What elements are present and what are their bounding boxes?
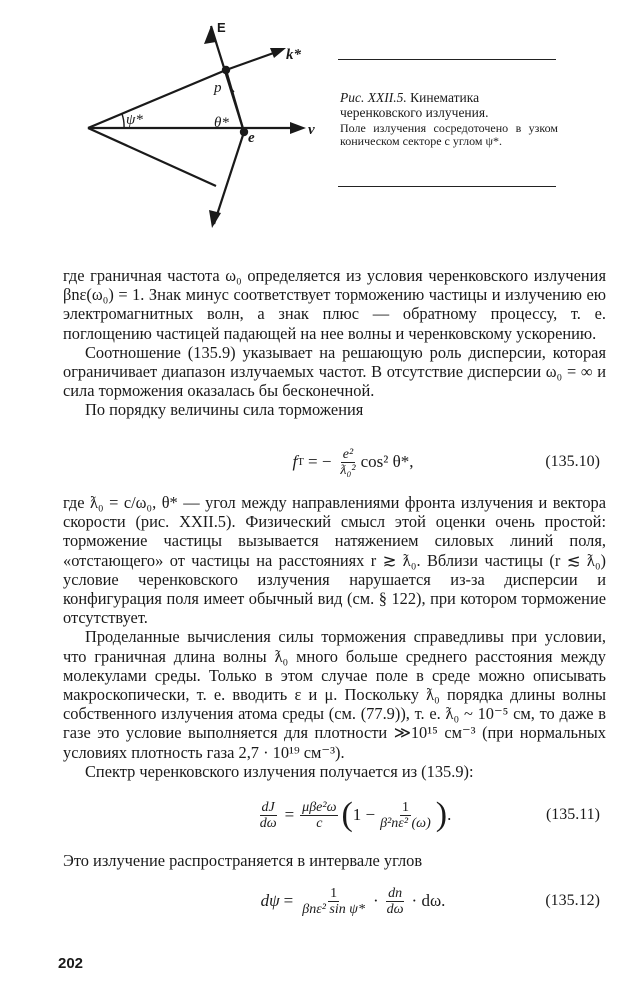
paragraph-5: Проделанные вычисления силы торможения справедливы при условии, что граничная длина волны ƛ₀ много больше среднего расстояния между молекулами среды. Только в этом случае поле в среде можно описывать макроскопически, т. е. вводить ε и μ. Поскольку ƛ₀ порядка длины волны собственного излучения атома среды (см. (77.9)), т. е. ƛ₀ ~ 10⁻⁵ см, то даже в газе это условие выполняется для плотности ≫10¹⁵ см⁻³ (при нормальных условиях плотность газа 2,7 · 10¹⁹ см⁻³). — [63, 627, 606, 762]
kinematics-diagram — [80, 14, 340, 246]
eq10-fraction — [338, 447, 357, 478]
label-E: E — [217, 20, 226, 35]
line-lower — [88, 128, 216, 186]
text-block-2 — [63, 493, 606, 781]
eq11-fraction — [300, 800, 338, 831]
eq10-lhs-sub: T — [297, 456, 304, 468]
eq12-dn-dw — [385, 886, 406, 917]
eq11-lhs-den: dω — [259, 815, 277, 831]
paragraph-7: Это излучение распространяется в интервале углов — [63, 851, 423, 870]
eq12-number: (135.12) — [545, 892, 600, 909]
paragraph-6: Спектр черенковского излучения получается из (135.9): — [85, 761, 474, 781]
eq12-fraction — [300, 886, 367, 917]
eq12-eq: = — [283, 891, 294, 910]
caption-rule-bottom — [338, 186, 556, 187]
eq10-lhs: f — [292, 452, 298, 471]
lower-arrow — [214, 132, 244, 224]
caption-title-text: Кинематика черенковского излучения. — [340, 90, 489, 120]
eq12-dw: dω — [386, 901, 404, 917]
eq11-inner-fraction — [378, 800, 433, 831]
equation-135-11 — [63, 790, 606, 840]
figure-caption-body: Поле излучения сосредоточено в узком коническом секторе с углом ψ*. — [340, 121, 558, 148]
eq12-lhs: dψ — [260, 891, 280, 910]
lower-arrowhead — [209, 210, 221, 228]
paragraph-2: Соотношение (135.9) указывает на решающую роль дисперсии, которая ограничивает диапазон излучаемых частот. В отсутствие дисперсии ω₀ = ∞ и сила торможения оказалась бы бесконечной. — [63, 342, 606, 401]
caption-rule-top — [338, 59, 556, 60]
eq12-dn: dn — [388, 885, 403, 901]
text-block-3 — [63, 851, 606, 870]
label-p: p — [214, 80, 222, 96]
paragraph-1: где граничная частота ω₀ определяется из условия черенковского излучения βnε(ω₀) = 1. Знак минус соответствует торможению частицы и излучению ею электромагнитных волн, а знак плюс — обратному процессу, т. е. поглощению частицей падающей на нее волны и черенковскому ускорению. — [63, 266, 606, 343]
eq11-den: c — [316, 815, 323, 831]
label-e: e — [248, 130, 255, 146]
label-k: k* — [286, 47, 301, 63]
eq12-dot: · — [372, 891, 379, 910]
eq11-lhs — [258, 800, 279, 831]
label-theta: θ* — [214, 115, 229, 131]
eq11-one: 1 − — [352, 805, 376, 824]
eq11-rparen: ) — [435, 796, 448, 833]
eq10-number: (135.10) — [545, 453, 600, 470]
figure-caption-title — [340, 90, 558, 120]
eq11-eq: = — [284, 805, 295, 824]
text-block-1 — [63, 266, 606, 420]
caption-label: Рис. XXII.5. — [340, 90, 407, 105]
eq10-den: ƛ₀² — [340, 462, 356, 478]
point-e — [240, 128, 248, 136]
equation-135-10 — [63, 437, 606, 487]
eq10-rest: cos² θ*, — [360, 452, 414, 471]
label-v: v — [308, 122, 315, 138]
eq10-num: e² — [342, 446, 354, 462]
eq12-den: βnε² sin ψ* — [302, 901, 365, 917]
eq11-num: μβe²ω — [302, 799, 337, 815]
eq11-lparen: ( — [341, 796, 353, 833]
point-p — [222, 66, 230, 74]
eq11-inner-num: 1 — [401, 799, 409, 815]
equation-135-12 — [63, 876, 606, 926]
eq11-tail: . — [447, 805, 452, 824]
eq11-inner-den: β²nε² (ω) — [380, 815, 431, 831]
paragraph-4: где ƛ₀ = c/ω₀, θ* — угол между направлениями фронта излучения и вектора скорости (рис. XXII.5). Физический смысл этой оценки очень простой: торможение частицы вызывается натяжением силовых линий поля, «отстающего» от частицы на расстояниях r ≳ ƛ₀. Вблизи частицы (r ≲ ƛ₀) условие черенковского излучения нарушается из-за дисперсии и конфигурация поля имеет обычный вид (см. § 122), при котором торможение отсутствует. — [63, 493, 606, 628]
v-arrowhead — [290, 122, 306, 134]
page-number: 202 — [58, 955, 84, 972]
eq12-tail: · dω. — [411, 891, 446, 910]
eq12-num: 1 — [330, 885, 338, 901]
eq10-eq: = − — [307, 452, 332, 471]
line-upper — [88, 70, 226, 128]
paragraph-3: По порядку величины сила торможения — [85, 400, 364, 420]
eq11-lhs-num: dJ — [261, 799, 275, 815]
eq11-number: (135.11) — [545, 806, 600, 823]
k-arrowhead — [270, 48, 286, 58]
psi-arc — [122, 114, 124, 128]
label-psi: ψ* — [126, 112, 143, 128]
